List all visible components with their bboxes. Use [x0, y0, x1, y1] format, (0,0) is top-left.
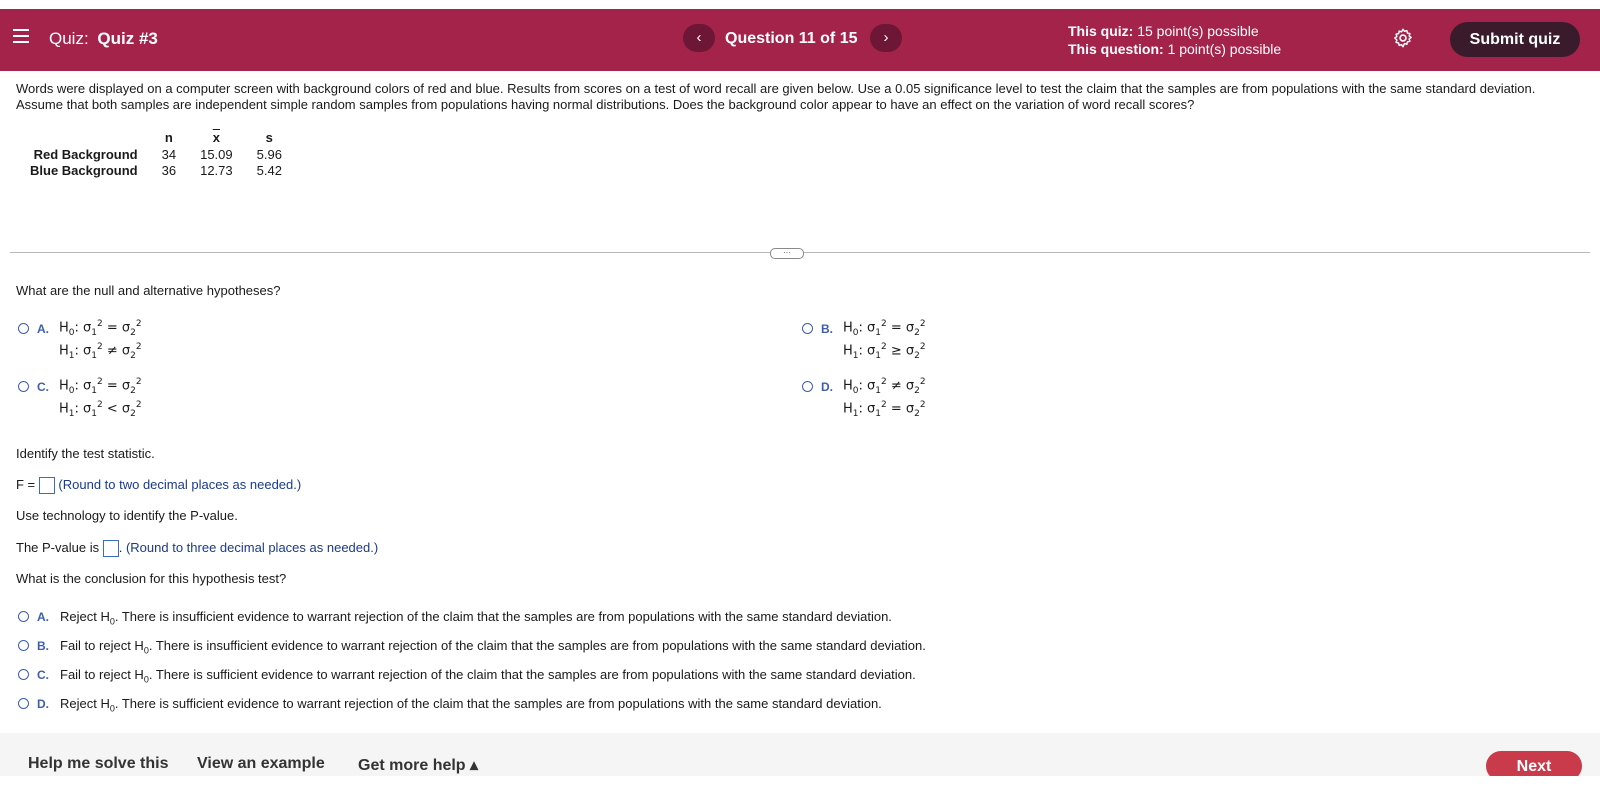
h1-relation: =	[890, 401, 902, 417]
radio-button[interactable]	[18, 698, 29, 709]
h0-relation: ≠	[890, 378, 902, 394]
col-header-s: s	[265, 129, 273, 145]
p-value-hint: (Round to three decimal places as needed.)	[125, 540, 379, 555]
row-label: Blue Background	[30, 162, 138, 178]
option-text: Fail to reject $H_0$. There is sufficient evidence to warrant rejection of the claim that the samples are from populations with the same standard deviation.	[60, 667, 916, 685]
option-letter: B.	[821, 322, 833, 336]
data-table	[24, 129, 294, 178]
null-hypothesis: $H_0$: $\sigma_1^2 \ne \sigma_2^2$	[843, 377, 926, 396]
h0-relation: =	[890, 320, 902, 336]
submit-quiz-button[interactable]: Submit quiz	[1450, 22, 1580, 57]
option-letter: A.	[37, 610, 49, 624]
p-value-question: Use technology to identify the P-value.	[16, 508, 238, 523]
null-hypothesis: $H_0$: $\sigma_1^2 = \sigma_2^2$	[59, 319, 142, 338]
quiz-points-value: 15 point(s) possible	[1137, 23, 1259, 39]
radio-button[interactable]	[18, 381, 29, 392]
points-info	[1068, 22, 1281, 58]
option-letter: B.	[37, 639, 49, 653]
h0-relation: =	[106, 320, 118, 336]
hypothesis-option-a[interactable]	[16, 319, 216, 366]
quiz-header-bar	[0, 9, 1600, 71]
question-points-label: This question:	[1068, 41, 1164, 57]
h1-relation: <	[106, 401, 118, 417]
quiz-name: Quiz #3	[97, 29, 158, 48]
hypothesis-option-c[interactable]	[16, 377, 216, 424]
f-hint: (Round to two decimal places as needed.)	[58, 477, 302, 492]
radio-button[interactable]	[18, 323, 29, 334]
cell-n: 34	[161, 146, 177, 162]
option-letter: C.	[37, 668, 49, 682]
h1-relation: ≥	[890, 343, 902, 359]
hypothesis-option-d[interactable]	[800, 377, 1000, 424]
p-value-label: The P-value is	[16, 540, 100, 555]
null-hypothesis: $H_0$: $\sigma_1^2 = \sigma_2^2$	[843, 319, 926, 338]
hypotheses-question: What are the null and alternative hypotheses?	[16, 283, 281, 298]
radio-button[interactable]	[18, 611, 29, 622]
get-more-help-button[interactable]: Get more help ▴	[358, 757, 479, 774]
h0-relation: =	[106, 378, 118, 394]
quiz-points-label: This quiz:	[1068, 23, 1134, 39]
table-header-row	[24, 129, 294, 146]
col-header-n: n	[164, 129, 173, 145]
next-question-button[interactable]: ›	[870, 24, 902, 52]
test-statistic-question: Identify the test statistic.	[16, 446, 155, 461]
table-row	[24, 146, 294, 162]
radio-button[interactable]	[802, 323, 813, 334]
cell-s: 5.96	[256, 146, 282, 162]
next-button[interactable]: Next	[1486, 751, 1582, 781]
test-statistic-line	[16, 477, 301, 494]
alternative-hypothesis: $H_1$: $\sigma_1^2 \ne \sigma_2^2$	[59, 342, 142, 361]
option-letter: C.	[37, 380, 49, 394]
option-letter: A.	[37, 322, 49, 336]
null-hypothesis: $H_0$: $\sigma_1^2 = \sigma_2^2$	[59, 377, 142, 396]
conclusion-option-c[interactable]	[16, 667, 936, 685]
cell-xbar: 15.09	[200, 146, 233, 162]
p-value-input[interactable]	[103, 540, 119, 557]
problem-statement: Words were displayed on a computer screen with background colors of red and blue. Results from scores on a test of word recall are given below. Use a 0.05 significance level to test the claim that the samples are from populations with the same standard deviation. Assume that both samples are independent simple random samples from populations having normal distributions. Does the background color appear to have an effect on the variation of word recall scores?	[16, 81, 1536, 112]
alternative-hypothesis: $H_1$: $\sigma_1^2 < \sigma_2^2$	[59, 400, 142, 419]
option-text: Reject $H_0$. There is sufficient evidence to warrant rejection of the claim that the samples are from populations with the same standard deviation.	[60, 696, 882, 714]
view-example-button[interactable]: View an example	[197, 755, 325, 772]
option-letter: D.	[37, 697, 49, 711]
f-answer-input[interactable]	[39, 477, 55, 494]
previous-question-button[interactable]: ‹	[683, 24, 715, 52]
option-text: Reject $H_0$. There is insufficient evidence to warrant rejection of the claim that the samples are from populations with the same standard deviation.	[60, 609, 892, 627]
radio-button[interactable]	[18, 640, 29, 651]
pane-resize-handle[interactable]: ···	[770, 248, 804, 259]
conclusion-option-a[interactable]	[16, 609, 916, 627]
conclusion-question: What is the conclusion for this hypothesis test?	[16, 571, 287, 586]
cell-n: 36	[161, 162, 177, 178]
conclusion-option-d[interactable]	[16, 696, 906, 714]
alternative-hypothesis: $H_1$: $\sigma_1^2 = \sigma_2^2$	[843, 400, 926, 419]
table-row	[24, 162, 294, 178]
gear-icon[interactable]	[1392, 27, 1414, 49]
f-label: F =	[16, 477, 36, 492]
alternative-hypothesis: $H_1$: $\sigma_1^2 \ge \sigma_2^2$	[843, 342, 926, 361]
cell-xbar: 12.73	[200, 162, 233, 178]
option-letter: D.	[821, 380, 833, 394]
row-label: Red Background	[33, 146, 138, 162]
radio-button[interactable]	[802, 381, 813, 392]
question-counter: Question 11 of 15	[725, 30, 858, 47]
col-header-xbar: $\overline{x}$	[212, 129, 220, 145]
h1-relation: ≠	[106, 343, 118, 359]
conclusion-option-b[interactable]	[16, 638, 946, 656]
p-value-line	[16, 540, 378, 557]
quiz-title	[49, 29, 158, 49]
quiz-label: Quiz:	[49, 29, 89, 48]
question-points-value: 1 point(s) possible	[1167, 41, 1282, 57]
hypothesis-option-b[interactable]	[800, 319, 1000, 366]
menu-icon[interactable]	[13, 29, 29, 43]
option-text: Fail to reject $H_0$. There is insufficient evidence to warrant rejection of the claim that the samples are from populations with the same standard deviation.	[60, 638, 926, 656]
help-me-solve-button[interactable]: Help me solve this	[28, 755, 169, 772]
page-bottom-edge	[0, 776, 1600, 806]
p-value-period: .	[118, 540, 123, 555]
radio-button[interactable]	[18, 669, 29, 680]
cell-s: 5.42	[256, 162, 282, 178]
